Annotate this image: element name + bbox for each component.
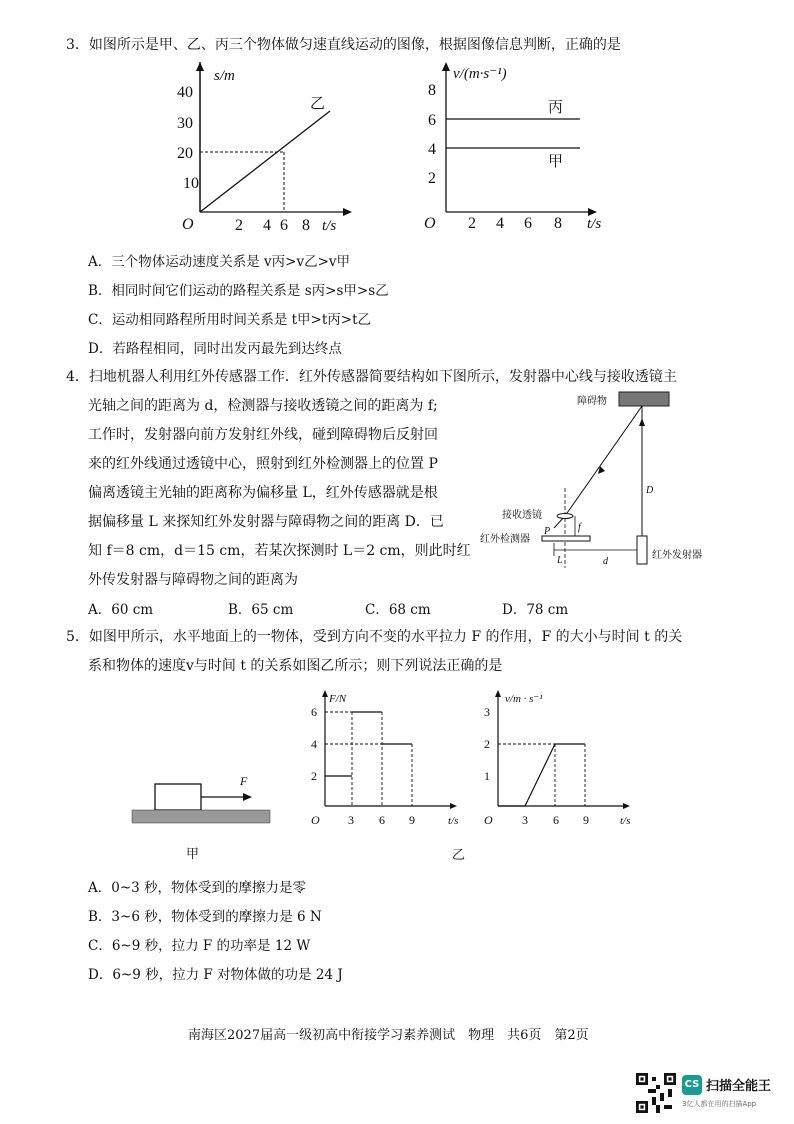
app-logo: CS <box>682 1075 702 1095</box>
label-d: d <box>603 556 608 567</box>
q3-option-d: D．若路程相同，同时出发丙最先到达终点 <box>88 341 342 357</box>
q5-figure-jia <box>130 770 280 860</box>
q3-g1-xlabel: t/s <box>322 218 337 234</box>
caption-yi: 乙 <box>452 848 466 863</box>
q4-stem-line: 来的红外线通过透镜中心，照射到红外检测器上的位置 P <box>88 456 438 472</box>
q5-gV-xtick: 3 <box>522 813 528 827</box>
q5-gV-xtick: 9 <box>583 813 589 827</box>
q3-g2-xtick: 2 <box>468 215 476 232</box>
q3-g2-ylabel: v/(m·s⁻¹) <box>453 66 507 82</box>
q3-g2-origin: O <box>424 215 436 232</box>
q5-graph-v-t <box>478 690 643 830</box>
q3-g2-ytick: 8 <box>428 82 436 99</box>
q3-g1-ylabel: s/m <box>214 68 235 84</box>
q3-g1-line-label: 乙 <box>310 96 326 112</box>
emitter-label: 红外发射器 <box>652 550 702 561</box>
q3-graph-v-t <box>420 62 610 237</box>
q5-graph-F-t <box>305 690 470 830</box>
q4-stem-line: 知 f＝8 cm，d＝15 cm，若某次探测时 L＝2 cm，则此时红 <box>88 543 471 559</box>
q5-gV-ytick: 3 <box>484 705 490 719</box>
q3-g2-line-bottom: 甲 <box>548 154 564 170</box>
label-f: f <box>578 522 581 533</box>
q4-option-b: B．65 cm <box>228 602 294 618</box>
q4-stem-line: 偏离透镜主光轴的距离称为偏移量 L，红外传感器就是根 <box>88 485 438 501</box>
q3-g1-xtick: 8 <box>302 217 310 234</box>
q3-option-b: B．相同时间它们运动的路程关系是 s丙>s甲>s乙 <box>88 283 389 299</box>
q3-g1-ytick: 10 <box>183 175 199 192</box>
obstacle-block <box>619 392 669 406</box>
q3-g1-xtick: 4 <box>263 217 271 234</box>
q3-g2-ytick: 6 <box>428 112 436 129</box>
qr-code-icon <box>636 1073 676 1113</box>
q4-stem-line: 外传发射器与障碍物之间的距离为 <box>88 572 298 588</box>
page-footer: 南海区2027届高一级初高中衔接学习素养测试 物理 共6页 第2页 <box>188 1028 589 1043</box>
label-L: L <box>557 555 563 566</box>
line-yi <box>200 111 330 212</box>
label-D: D <box>646 485 654 496</box>
q3-g1-ytick: 20 <box>177 145 193 162</box>
q5-gF-xtick: 9 <box>409 813 415 827</box>
q5-stem-line2: 系和物体的速度v与时间 t 的关系如图乙所示；则下列说法正确的是 <box>88 658 503 674</box>
ground <box>132 810 270 823</box>
q3-g2-line-top: 丙 <box>548 100 564 116</box>
detector-label: 红外检测器 <box>480 534 530 545</box>
q5-gV-xtick: 6 <box>553 813 559 827</box>
q5-gV-xlabel: t/s <box>620 815 631 827</box>
obstacle-label: 障碍物 <box>577 396 607 407</box>
q5-gF-ytick: 4 <box>311 737 317 751</box>
q5-gV-ytick: 1 <box>484 769 490 783</box>
q3-graph-s-t <box>177 62 360 237</box>
caption-jia: 甲 <box>186 846 200 861</box>
q3-g2-ytick: 4 <box>428 141 436 158</box>
q5-gF-ylabel: F/N <box>329 693 347 705</box>
q5-gF-ytick: 2 <box>311 769 317 783</box>
q5-gV-ytick: 2 <box>484 737 490 751</box>
q4-stem-line: 工作时，发射器向前方发射红外线，碰到障碍物后反射回 <box>88 427 438 443</box>
q3-g2-xtick: 4 <box>496 215 504 232</box>
app-name: 扫描全能王 <box>706 1079 772 1094</box>
q3-option-a: A．三个物体运动速度关系是 v丙>v乙>v甲 <box>88 254 351 270</box>
q5-option-d: D．6~9 秒，拉力 F 对物体做的功是 24 J <box>88 967 343 983</box>
q3-g1-ytick: 30 <box>177 115 193 132</box>
q3-g2-xtick: 6 <box>524 215 532 232</box>
q5-gF-xtick: 6 <box>379 813 385 827</box>
q5-gV-ylabel: v/m · s⁻¹ <box>505 693 543 705</box>
label-P: P <box>544 526 551 537</box>
q5-option-c: C．6~9 秒，拉力 F 的功率是 12 W <box>88 938 311 954</box>
q5-gF-xtick: 3 <box>348 813 354 827</box>
q3-g1-origin: O <box>182 216 194 233</box>
q5-option-b: B．3~6 秒，物体受到的摩擦力是 6 N <box>88 909 322 925</box>
q5-gF-origin: O <box>311 813 320 827</box>
q5-gF-ytick: 6 <box>311 705 317 719</box>
lens-label: 接收透镜 <box>502 510 542 521</box>
q4-sensor-diagram <box>480 388 720 578</box>
q4-stem-line: 据偏移量 L 来探知红外发射器与障碍物之间的距离 D．已 <box>88 514 444 530</box>
q5-option-a: A．0~3 秒，物体受到的摩擦力是零 <box>88 880 307 896</box>
q3-g2-ytick: 2 <box>428 170 436 187</box>
q3-g1-xtick: 6 <box>280 217 288 234</box>
q3-g2-xtick: 8 <box>554 215 562 232</box>
q4-stem-line: 光轴之间的距离为 d，检测器与接收透镜之间的距离为 f; <box>88 398 438 414</box>
force-label: F <box>240 774 248 788</box>
q3-g2-xlabel: t/s <box>587 216 602 232</box>
q3-g1-xtick: 2 <box>235 217 243 234</box>
q4-stem-line1: 4．扫地机器人利用红外传感器工作．红外传感器简要结构如下图所示，发射器中心线与接收透镜主 <box>66 369 677 385</box>
q5-stem-line1: 5．如图甲所示，水平地面上的一物体，受到方向不变的水平拉力 F 的作用，F 的大小与时间 t 的关 <box>66 629 683 645</box>
q3-g1-ytick: 40 <box>177 84 193 101</box>
emitter-box <box>637 536 647 564</box>
q4-option-d: D．78 cm <box>502 602 569 618</box>
q3-option-c: C．运动相同路程所用时间关系是 t甲>t丙>t乙 <box>88 312 372 328</box>
q5-gF-xlabel: t/s <box>448 815 459 827</box>
block <box>155 784 201 810</box>
q4-option-a: A．60 cm <box>88 602 154 618</box>
q4-option-c: C．68 cm <box>365 602 431 618</box>
q5-gV-origin: O <box>484 813 493 827</box>
app-tagline: 3亿人都在用的扫描App <box>682 1100 757 1108</box>
q3-stem: 3．如图所示是甲、乙、丙三个物体做匀速直线运动的图像，根据图像信息判断，正确的是 <box>66 37 621 53</box>
